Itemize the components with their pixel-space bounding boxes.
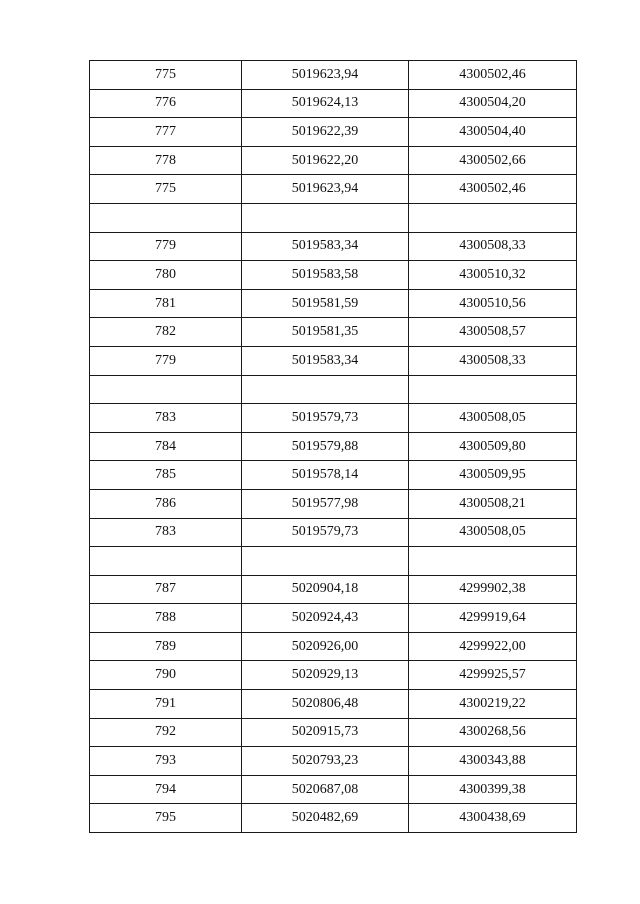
table-row: [90, 518, 577, 547]
table-row: [90, 547, 577, 576]
x-coordinate-cell: 5019583,34: [242, 232, 409, 261]
y-coordinate-cell: 4300509,80: [409, 432, 577, 461]
point-number-cell: 794: [90, 775, 242, 804]
x-coordinate-cell: 5020929,13: [242, 661, 409, 690]
point-number-cell: 777: [90, 118, 242, 147]
point-number-cell: 782: [90, 318, 242, 347]
point-number-cell: 792: [90, 718, 242, 747]
table-row: [90, 775, 577, 804]
table-row: [90, 461, 577, 490]
point-number-cell: 775: [90, 61, 242, 90]
x-coordinate-cell: 5020924,43: [242, 604, 409, 633]
point-number-cell: 787: [90, 575, 242, 604]
point-number-cell: 793: [90, 747, 242, 776]
x-coordinate-cell: [242, 203, 409, 232]
y-coordinate-cell: 4300504,20: [409, 89, 577, 118]
y-coordinate-cell: 4300399,38: [409, 775, 577, 804]
y-coordinate-cell: 4300508,05: [409, 518, 577, 547]
x-coordinate-cell: 5019624,13: [242, 89, 409, 118]
x-coordinate-cell: [242, 375, 409, 404]
x-coordinate-cell: 5019579,88: [242, 432, 409, 461]
point-number-cell: 784: [90, 432, 242, 461]
point-number-cell: 776: [90, 89, 242, 118]
y-coordinate-cell: 4300508,33: [409, 346, 577, 375]
y-coordinate-cell: 4300508,57: [409, 318, 577, 347]
point-number-cell: [90, 547, 242, 576]
y-coordinate-cell: 4300508,33: [409, 232, 577, 261]
table-row: [90, 718, 577, 747]
x-coordinate-cell: 5020806,48: [242, 690, 409, 719]
y-coordinate-cell: 4299925,57: [409, 661, 577, 690]
table-row: [90, 261, 577, 290]
x-coordinate-cell: 5020904,18: [242, 575, 409, 604]
x-coordinate-cell: 5019623,94: [242, 61, 409, 90]
point-number-cell: 778: [90, 146, 242, 175]
y-coordinate-cell: 4300219,22: [409, 690, 577, 719]
point-number-cell: 779: [90, 346, 242, 375]
y-coordinate-cell: 4300508,05: [409, 404, 577, 433]
table-row: [90, 489, 577, 518]
y-coordinate-cell: [409, 375, 577, 404]
table-row: [90, 747, 577, 776]
x-coordinate-cell: 5020926,00: [242, 632, 409, 661]
x-coordinate-cell: [242, 547, 409, 576]
table-row: [90, 118, 577, 147]
y-coordinate-cell: [409, 203, 577, 232]
table-row: [90, 604, 577, 633]
point-number-cell: 783: [90, 404, 242, 433]
y-coordinate-cell: 4300502,46: [409, 175, 577, 204]
point-number-cell: 789: [90, 632, 242, 661]
y-coordinate-cell: 4300509,95: [409, 461, 577, 490]
table-row: [90, 804, 577, 833]
y-coordinate-cell: 4300510,32: [409, 261, 577, 290]
point-number-cell: 779: [90, 232, 242, 261]
point-number-cell: 790: [90, 661, 242, 690]
y-coordinate-cell: 4300438,69: [409, 804, 577, 833]
y-coordinate-cell: 4299922,00: [409, 632, 577, 661]
y-coordinate-cell: 4300508,21: [409, 489, 577, 518]
x-coordinate-cell: 5019579,73: [242, 518, 409, 547]
y-coordinate-cell: [409, 547, 577, 576]
point-number-cell: 785: [90, 461, 242, 490]
x-coordinate-cell: 5019581,35: [242, 318, 409, 347]
table-row: [90, 289, 577, 318]
x-coordinate-cell: 5019622,39: [242, 118, 409, 147]
table-row: [90, 432, 577, 461]
y-coordinate-cell: 4299919,64: [409, 604, 577, 633]
y-coordinate-cell: 4299902,38: [409, 575, 577, 604]
table-row: [90, 661, 577, 690]
table-row: [90, 632, 577, 661]
table-row: [90, 232, 577, 261]
x-coordinate-cell: 5019579,73: [242, 404, 409, 433]
point-number-cell: 775: [90, 175, 242, 204]
x-coordinate-cell: 5020915,73: [242, 718, 409, 747]
x-coordinate-cell: 5019583,34: [242, 346, 409, 375]
point-number-cell: 786: [90, 489, 242, 518]
table-row: [90, 690, 577, 719]
x-coordinate-cell: 5019622,20: [242, 146, 409, 175]
point-number-cell: 783: [90, 518, 242, 547]
table-row: [90, 61, 577, 90]
x-coordinate-cell: 5019577,98: [242, 489, 409, 518]
coordinates-table-body: [90, 61, 577, 833]
table-row: [90, 203, 577, 232]
point-number-cell: [90, 203, 242, 232]
x-coordinate-cell: 5020482,69: [242, 804, 409, 833]
table-row: [90, 146, 577, 175]
y-coordinate-cell: 4300510,56: [409, 289, 577, 318]
point-number-cell: 795: [90, 804, 242, 833]
x-coordinate-cell: 5020793,23: [242, 747, 409, 776]
y-coordinate-cell: 4300343,88: [409, 747, 577, 776]
table-row: [90, 175, 577, 204]
y-coordinate-cell: 4300268,56: [409, 718, 577, 747]
y-coordinate-cell: 4300502,46: [409, 61, 577, 90]
table-row: [90, 346, 577, 375]
table-row: [90, 89, 577, 118]
point-number-cell: 781: [90, 289, 242, 318]
x-coordinate-cell: 5019581,59: [242, 289, 409, 318]
point-number-cell: [90, 375, 242, 404]
x-coordinate-cell: 5020687,08: [242, 775, 409, 804]
y-coordinate-cell: 4300504,40: [409, 118, 577, 147]
x-coordinate-cell: 5019578,14: [242, 461, 409, 490]
x-coordinate-cell: 5019623,94: [242, 175, 409, 204]
point-number-cell: 780: [90, 261, 242, 290]
x-coordinate-cell: 5019583,58: [242, 261, 409, 290]
y-coordinate-cell: 4300502,66: [409, 146, 577, 175]
coordinates-table: [89, 60, 577, 833]
table-row: [90, 375, 577, 404]
table-row: [90, 404, 577, 433]
point-number-cell: 788: [90, 604, 242, 633]
table-row: [90, 318, 577, 347]
table-row: [90, 575, 577, 604]
point-number-cell: 791: [90, 690, 242, 719]
